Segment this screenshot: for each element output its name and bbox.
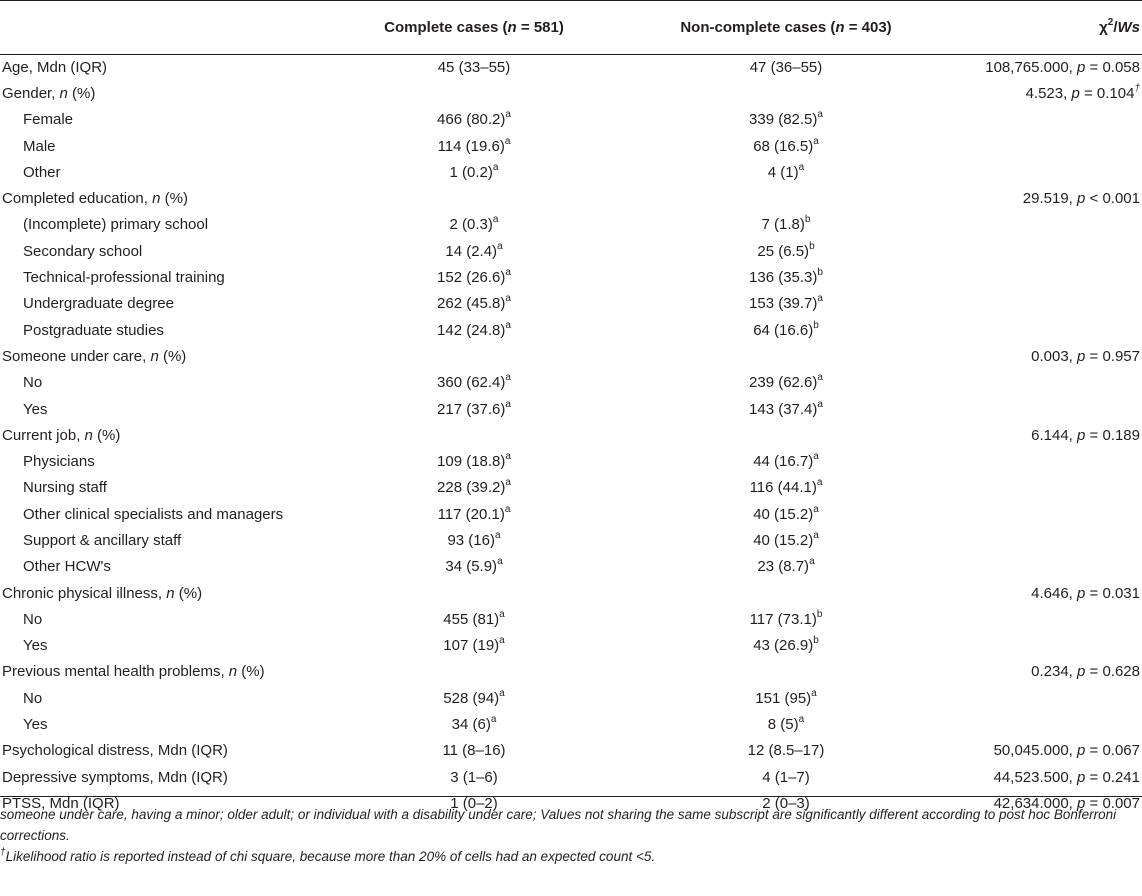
non-complete-cases-value: 153 $(39.7)^a$ [749, 293, 823, 313]
test-statistic-value [942, 133, 1142, 159]
table-subrow [0, 475, 1142, 501]
row-label: Nursing staff [23, 479, 107, 497]
complete-cases-value: 114 $(19.6)^a$ [437, 135, 511, 155]
complete-cases-value: 109 $(18.8)^a$ [437, 451, 511, 471]
test-statistic-value [942, 264, 1142, 290]
test-statistic-value [942, 107, 1142, 133]
non-complete-cases-value: 68 $(16.5)^a$ [753, 135, 819, 155]
non-complete-cases-value: 25 $(6.5)^b$ [757, 240, 815, 260]
table-row [0, 580, 1142, 606]
row-label: Depressive symptoms, Mdn (IQR) [2, 768, 228, 786]
non-complete-cases-value: 43 $(26.9)^b$ [753, 635, 819, 655]
complete-cases-value [318, 580, 630, 606]
header-variable-cell [0, 0, 318, 54]
table-subrow [0, 107, 1142, 133]
table-subrow [0, 711, 1142, 737]
header-test-statistic: $\chi^2/Ws$ [1099, 16, 1140, 36]
test-statistic-value: 42,634.000, p = 0.007 [993, 794, 1140, 812]
test-statistic-value: 50,045.000, p = 0.067 [993, 742, 1140, 760]
test-statistic-value [942, 317, 1142, 343]
table-header-row [0, 0, 1142, 54]
non-complete-cases-value: 23 $(8.7)^a$ [757, 556, 815, 576]
test-statistic-value [942, 475, 1142, 501]
row-label: Female [23, 111, 74, 129]
row-label: PTSS, Mdn (IQR) [2, 794, 120, 812]
non-complete-cases-value: 117 $(73.1)^b$ [749, 608, 823, 628]
test-statistic-value [942, 606, 1142, 632]
table-subrow [0, 159, 1142, 185]
test-statistic-value [942, 396, 1142, 422]
row-label: Psychological distress, Mdn (IQR) [2, 742, 228, 760]
complete-cases-value: 34 $(6)^a$ [451, 714, 497, 734]
row-label: Technical-professional training [23, 269, 225, 287]
table-subrow [0, 448, 1142, 474]
table-subrow [0, 370, 1142, 396]
complete-cases-value: 1 $(0.2)^a$ [449, 161, 499, 181]
complete-cases-value [318, 80, 630, 106]
complete-cases-value: 528 $(94)^a$ [443, 687, 505, 707]
row-label: Current job, n (%) [2, 426, 121, 444]
test-statistic-value: 6.144, p = 0.189 [1031, 426, 1140, 444]
table-subrow [0, 291, 1142, 317]
non-complete-cases-value: 40 $(15.2)^a$ [753, 503, 819, 523]
row-label: Gender, n (%) [2, 84, 96, 102]
test-statistic-value [942, 527, 1142, 553]
test-statistic-value: 108,765.000, p = 0.058 [985, 58, 1140, 76]
non-complete-cases-value: 116 $(44.1)^a$ [749, 477, 823, 497]
row-label: No [23, 374, 43, 392]
complete-cases-value [318, 422, 630, 448]
non-complete-cases-value [630, 422, 942, 448]
table-row [0, 738, 1142, 764]
test-statistic-value [942, 291, 1142, 317]
complete-cases-value [318, 659, 630, 685]
non-complete-cases-value: 151 $(95)^a$ [755, 687, 817, 707]
row-label: Yes [23, 400, 48, 418]
row-label: Previous mental health problems, n (%) [2, 663, 265, 681]
table-subrow [0, 527, 1142, 553]
table-subrow [0, 633, 1142, 659]
non-complete-cases-value: 143 $(37.4)^a$ [749, 398, 823, 418]
row-label: Other clinical specialists and managers [23, 505, 284, 523]
complete-cases-value: 466 $(80.2)^a$ [437, 109, 511, 129]
row-label: Other HCW's [23, 558, 111, 576]
row-label: Yes [23, 716, 48, 734]
table-subrow [0, 317, 1142, 343]
test-statistic-value [942, 370, 1142, 396]
table-subrow [0, 238, 1142, 264]
test-statistic-value [942, 685, 1142, 711]
complete-cases-value [318, 343, 630, 369]
table-subrow [0, 264, 1142, 290]
table-subrow [0, 685, 1142, 711]
row-label: No [23, 689, 43, 707]
test-statistic-value [942, 501, 1142, 527]
complete-cases-value: 93 $(16)^a$ [447, 529, 501, 549]
table-footnotes [0, 804, 1140, 867]
row-label: Other [23, 163, 61, 181]
non-complete-cases-value: 2 (0–3) [762, 794, 810, 812]
complete-cases-value: 152 $(26.6)^a$ [437, 267, 511, 287]
non-complete-cases-value: 44 $(16.7)^a$ [753, 451, 819, 471]
non-complete-cases-value [630, 659, 942, 685]
row-label: Postgraduate studies [23, 321, 164, 339]
table-row [0, 764, 1142, 790]
test-statistic-value [942, 448, 1142, 474]
table-row [0, 659, 1142, 685]
non-complete-cases-value: 64 $(16.6)^b$ [753, 319, 819, 339]
complete-cases-value: 117 $(20.1)^a$ [437, 503, 511, 523]
complete-cases-value: 360 $(62.4)^a$ [437, 372, 511, 392]
test-statistic-value: 4.523, p = 0.104† [1025, 82, 1140, 102]
table-subrow [0, 554, 1142, 580]
row-label: Chronic physical illness, n (%) [2, 584, 203, 602]
test-statistic-value: 44,523.500, p = 0.241 [993, 768, 1140, 786]
test-statistic-value [942, 238, 1142, 264]
complete-cases-value [318, 185, 630, 211]
row-label: Physicians [23, 453, 95, 471]
table-subrow [0, 133, 1142, 159]
table-subrow [0, 396, 1142, 422]
complete-cases-value: 11 (8–16) [442, 742, 506, 760]
complete-cases-value: 2 $(0.3)^a$ [449, 214, 499, 234]
test-statistic-value [942, 212, 1142, 238]
test-statistic-value [942, 554, 1142, 580]
header-non-complete-cases: Non-complete cases (n = 403) [680, 18, 892, 36]
non-complete-cases-value: 339 $(82.5)^a$ [749, 109, 823, 129]
complete-cases-value: 262 $(45.8)^a$ [437, 293, 511, 313]
non-complete-cases-value [630, 185, 942, 211]
footnote-abbrev: someone under care, having a minor; older adult; or individual with a disability under care; Values not sharing the same subscript are significantly different according to post hoc Bonferroni corrections. [0, 807, 1117, 843]
non-complete-cases-value: 40 $(15.2)^a$ [753, 529, 819, 549]
row-label: Male [23, 137, 56, 155]
table-row [0, 422, 1142, 448]
row-label: Completed education, n (%) [2, 190, 188, 208]
non-complete-cases-value: 239 $(62.6)^a$ [749, 372, 823, 392]
non-complete-cases-value: 47 (36–55) [749, 58, 823, 76]
complete-cases-value: 107 $(19)^a$ [443, 635, 505, 655]
table-subrow [0, 606, 1142, 632]
non-complete-cases-value: 7 $(1.8)^b$ [761, 214, 811, 234]
footnote-likelihood: †Likelihood ratio is reported instead of chi square, because more than 20% of cells had an expected count <5. [0, 846, 656, 864]
non-complete-cases-value [630, 80, 942, 106]
non-complete-cases-value: 4 (1–7) [762, 768, 810, 786]
row-label: Undergraduate degree [23, 295, 174, 313]
test-statistic-value: 4.646, p = 0.031 [1031, 584, 1140, 602]
non-complete-cases-value [630, 580, 942, 606]
row-label: Age, Mdn (IQR) [2, 58, 108, 76]
complete-cases-value: 14 $(2.4)^a$ [445, 240, 503, 260]
test-statistic-value: 0.234, p = 0.628 [1031, 663, 1140, 681]
non-complete-cases-value: 8 $(5)^a$ [767, 714, 805, 734]
test-statistic-value: 29.519, p < 0.001 [1022, 190, 1140, 208]
header-complete-cases: Complete cases (n = 581) [384, 18, 564, 36]
test-statistic-value: 0.003, p = 0.957 [1031, 347, 1140, 365]
non-complete-cases-value: 12 (8.5–17) [747, 742, 825, 760]
row-label: (Incomplete) primary school [23, 216, 209, 234]
complete-cases-value: 142 $(24.8)^a$ [437, 319, 511, 339]
table-subrow [0, 501, 1142, 527]
complete-cases-value: 228 $(39.2)^a$ [437, 477, 511, 497]
complete-cases-value: 217 $(37.6)^a$ [437, 398, 511, 418]
complete-cases-value: 45 (33–55) [437, 58, 511, 76]
complete-cases-value: 455 $(81)^a$ [443, 608, 505, 628]
table-row [0, 343, 1142, 369]
table-row [0, 54, 1142, 80]
complete-cases-value: 3 (1–6) [450, 768, 498, 786]
table-row [0, 80, 1142, 106]
complete-cases-value: 1 (0–2) [450, 794, 498, 812]
row-label: Someone under care, n (%) [2, 347, 187, 365]
non-complete-cases-value: 136 $(35.3)^b$ [749, 267, 823, 287]
non-complete-cases-value [630, 343, 942, 369]
complete-cases-value: 34 $(5.9)^a$ [445, 556, 503, 576]
test-statistic-value [942, 711, 1142, 737]
test-statistic-value [942, 633, 1142, 659]
row-label: Support & ancillary staff [23, 531, 182, 549]
row-label: No [23, 610, 43, 628]
row-label: Secondary school [23, 242, 143, 260]
non-complete-cases-value: 4 $(1)^a$ [767, 161, 805, 181]
table-row [0, 185, 1142, 211]
row-label: Yes [23, 637, 48, 655]
table-subrow [0, 212, 1142, 238]
test-statistic-value [942, 159, 1142, 185]
